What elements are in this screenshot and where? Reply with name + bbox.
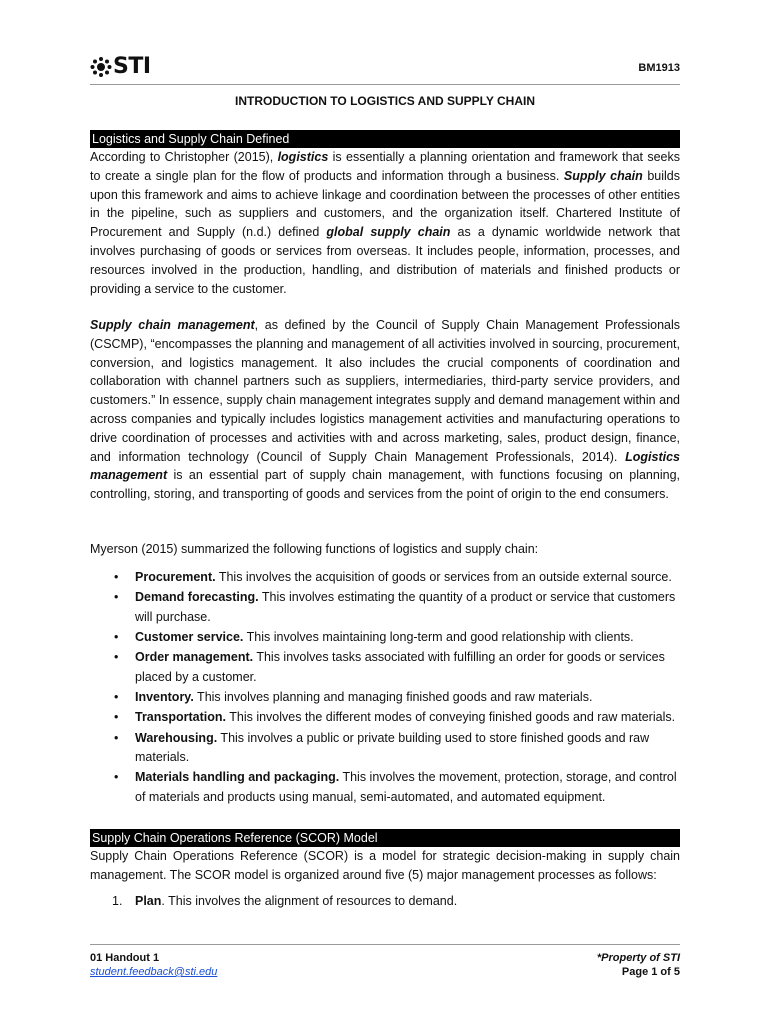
bullet-icon: • xyxy=(114,710,119,725)
term-global-supply-chain: global supply chain xyxy=(326,225,451,240)
function-desc: This involves planning and managing finished goods and raw materials. xyxy=(193,689,593,704)
section-heading-scor: Supply Chain Operations Reference (SCOR) Model xyxy=(90,829,680,847)
text-run: , as defined by the Council of Supply Chain Management Professionals (CSCMP), “encompasses the planning and management of all activities involved in sourcing, procurement, conversion, and logistics management. It also includes the crucial components of coordination and collaboration with channel partners such as suppliers, intermediaries, third-party service providers, and customers.” In essence, supply chain management integrates supply and demand management within and across companies and typically includes logistics management activities and manufacturing operations to drive coordination of processes and activities with and across marketing, sales, product design, finance, and information technology (Council of Supply Chain Management Professionals, 2014). xyxy=(90,318,681,464)
function-desc: This involves the acquisition of goods or services from an outside external source. xyxy=(215,570,672,584)
sti-logo-mark-icon xyxy=(90,56,112,78)
term-supply-chain: Supply chain xyxy=(563,168,643,183)
term-logistics: logistics xyxy=(277,150,329,164)
list-item xyxy=(90,588,680,626)
property-label: *Property of STI xyxy=(596,952,680,964)
function-term: Inventory. xyxy=(135,689,194,704)
footer-left xyxy=(90,951,217,979)
function-term: Order management. xyxy=(135,650,254,665)
list-item xyxy=(90,688,680,707)
paragraph-logistics-definition xyxy=(90,148,680,298)
bullet-icon: • xyxy=(114,730,119,745)
function-desc: This involves maintaining long-term and good relationship with clients. xyxy=(243,629,634,644)
bullet-icon: • xyxy=(114,689,119,704)
handout-label: 01 Handout 1 xyxy=(90,952,160,964)
list-item xyxy=(90,892,680,911)
list-item xyxy=(90,729,680,767)
document-code: BM1913 xyxy=(638,62,680,74)
page-of: of xyxy=(657,966,674,978)
text-run: According to Christopher (2015), xyxy=(90,150,278,164)
paragraph-scor-intro: Supply Chain Operations Reference (SCOR) is a model for strategic decision-making in supply chain management. The SCOR model is organized around five (5) major management processes as follows: xyxy=(90,849,680,882)
function-term: Demand forecasting. xyxy=(135,590,259,605)
function-desc: This involves tasks associated with fulfilling an order for goods or services placed by a customer. xyxy=(135,650,665,684)
step-term: Plan xyxy=(135,894,162,908)
functions-list xyxy=(90,568,680,808)
list-item xyxy=(90,708,680,727)
function-term: Warehousing. xyxy=(135,730,218,745)
footer-divider xyxy=(90,944,680,945)
sti-logo xyxy=(90,54,151,80)
scor-process-list xyxy=(90,892,680,911)
function-desc: This involves estimating the quantity of a product or service that customers will purchase. xyxy=(135,590,676,624)
function-term: Transportation. xyxy=(135,710,226,725)
function-desc: This involves a public or private building used to store finished goods and raw materials. xyxy=(135,730,650,764)
logo-text: STI xyxy=(113,54,151,79)
bullet-icon: • xyxy=(114,770,119,785)
step-desc: . This involves the alignment of resources to demand. xyxy=(161,894,458,908)
list-item xyxy=(90,648,680,686)
feedback-email-link[interactable]: student.feedback@sti.edu xyxy=(90,966,218,978)
page-current: 1 xyxy=(651,966,658,978)
text-run: as a dynamic worldwide network that involves purchasing of goods or services from overseas. It includes people, information, processes, and resources involved in the production, handling, and distribution of materials and finished products or providing a service to the customer. xyxy=(90,225,681,296)
page-total: 5 xyxy=(673,966,680,978)
paragraph-functions-intro: Myerson (2015) summarized the following functions of logistics and supply chain: xyxy=(90,542,539,556)
list-item xyxy=(90,568,680,587)
header-divider xyxy=(90,84,680,85)
text-run: builds upon this framework and aims to achieve linkage and coordination between the processes of other entities in the pipeline, such as suppliers and customers, and the organization itself. Chartered Institute of Procurement and Supply (n.d.) defined xyxy=(90,168,680,240)
page-header xyxy=(90,54,680,84)
text-run: is essentially a planning orientation and framework that seeks to create a single plan for the flow of products and information through a business. xyxy=(90,150,680,183)
bullet-icon: • xyxy=(114,590,119,605)
term-supply-chain-management: Supply chain management xyxy=(90,318,255,332)
section-heading-logistics: Logistics and Supply Chain Defined xyxy=(90,130,680,148)
function-term: Materials handling and packaging. xyxy=(135,770,340,785)
function-term: Procurement. xyxy=(135,570,216,584)
page-label: Page xyxy=(621,966,652,978)
bullet-icon: • xyxy=(114,629,119,644)
bullet-icon: • xyxy=(114,570,119,584)
list-item xyxy=(90,628,680,647)
paragraph-scm-definition xyxy=(90,316,680,504)
bullet-icon: • xyxy=(114,650,119,665)
step-number: 1. xyxy=(112,894,123,908)
list-item xyxy=(90,768,680,806)
function-desc: This involves the movement, protection, storage, and control of materials and products using manual, semi-automated, and automated equipment. xyxy=(135,770,677,804)
term-logistics-management: Logistics management xyxy=(90,449,680,483)
text-run: is an essential part of supply chain management, with functions focusing on planning, controlling, storing, and transporting of goods and services from the point of origin to the end consumers. xyxy=(90,468,680,502)
function-term: Customer service. xyxy=(135,629,244,644)
footer-right xyxy=(597,951,680,979)
page-title: INTRODUCTION TO LOGISTICS AND SUPPLY CHAIN xyxy=(234,94,536,108)
page-number xyxy=(597,965,680,979)
function-desc: This involves the different modes of conveying finished goods and raw materials. xyxy=(225,710,676,725)
